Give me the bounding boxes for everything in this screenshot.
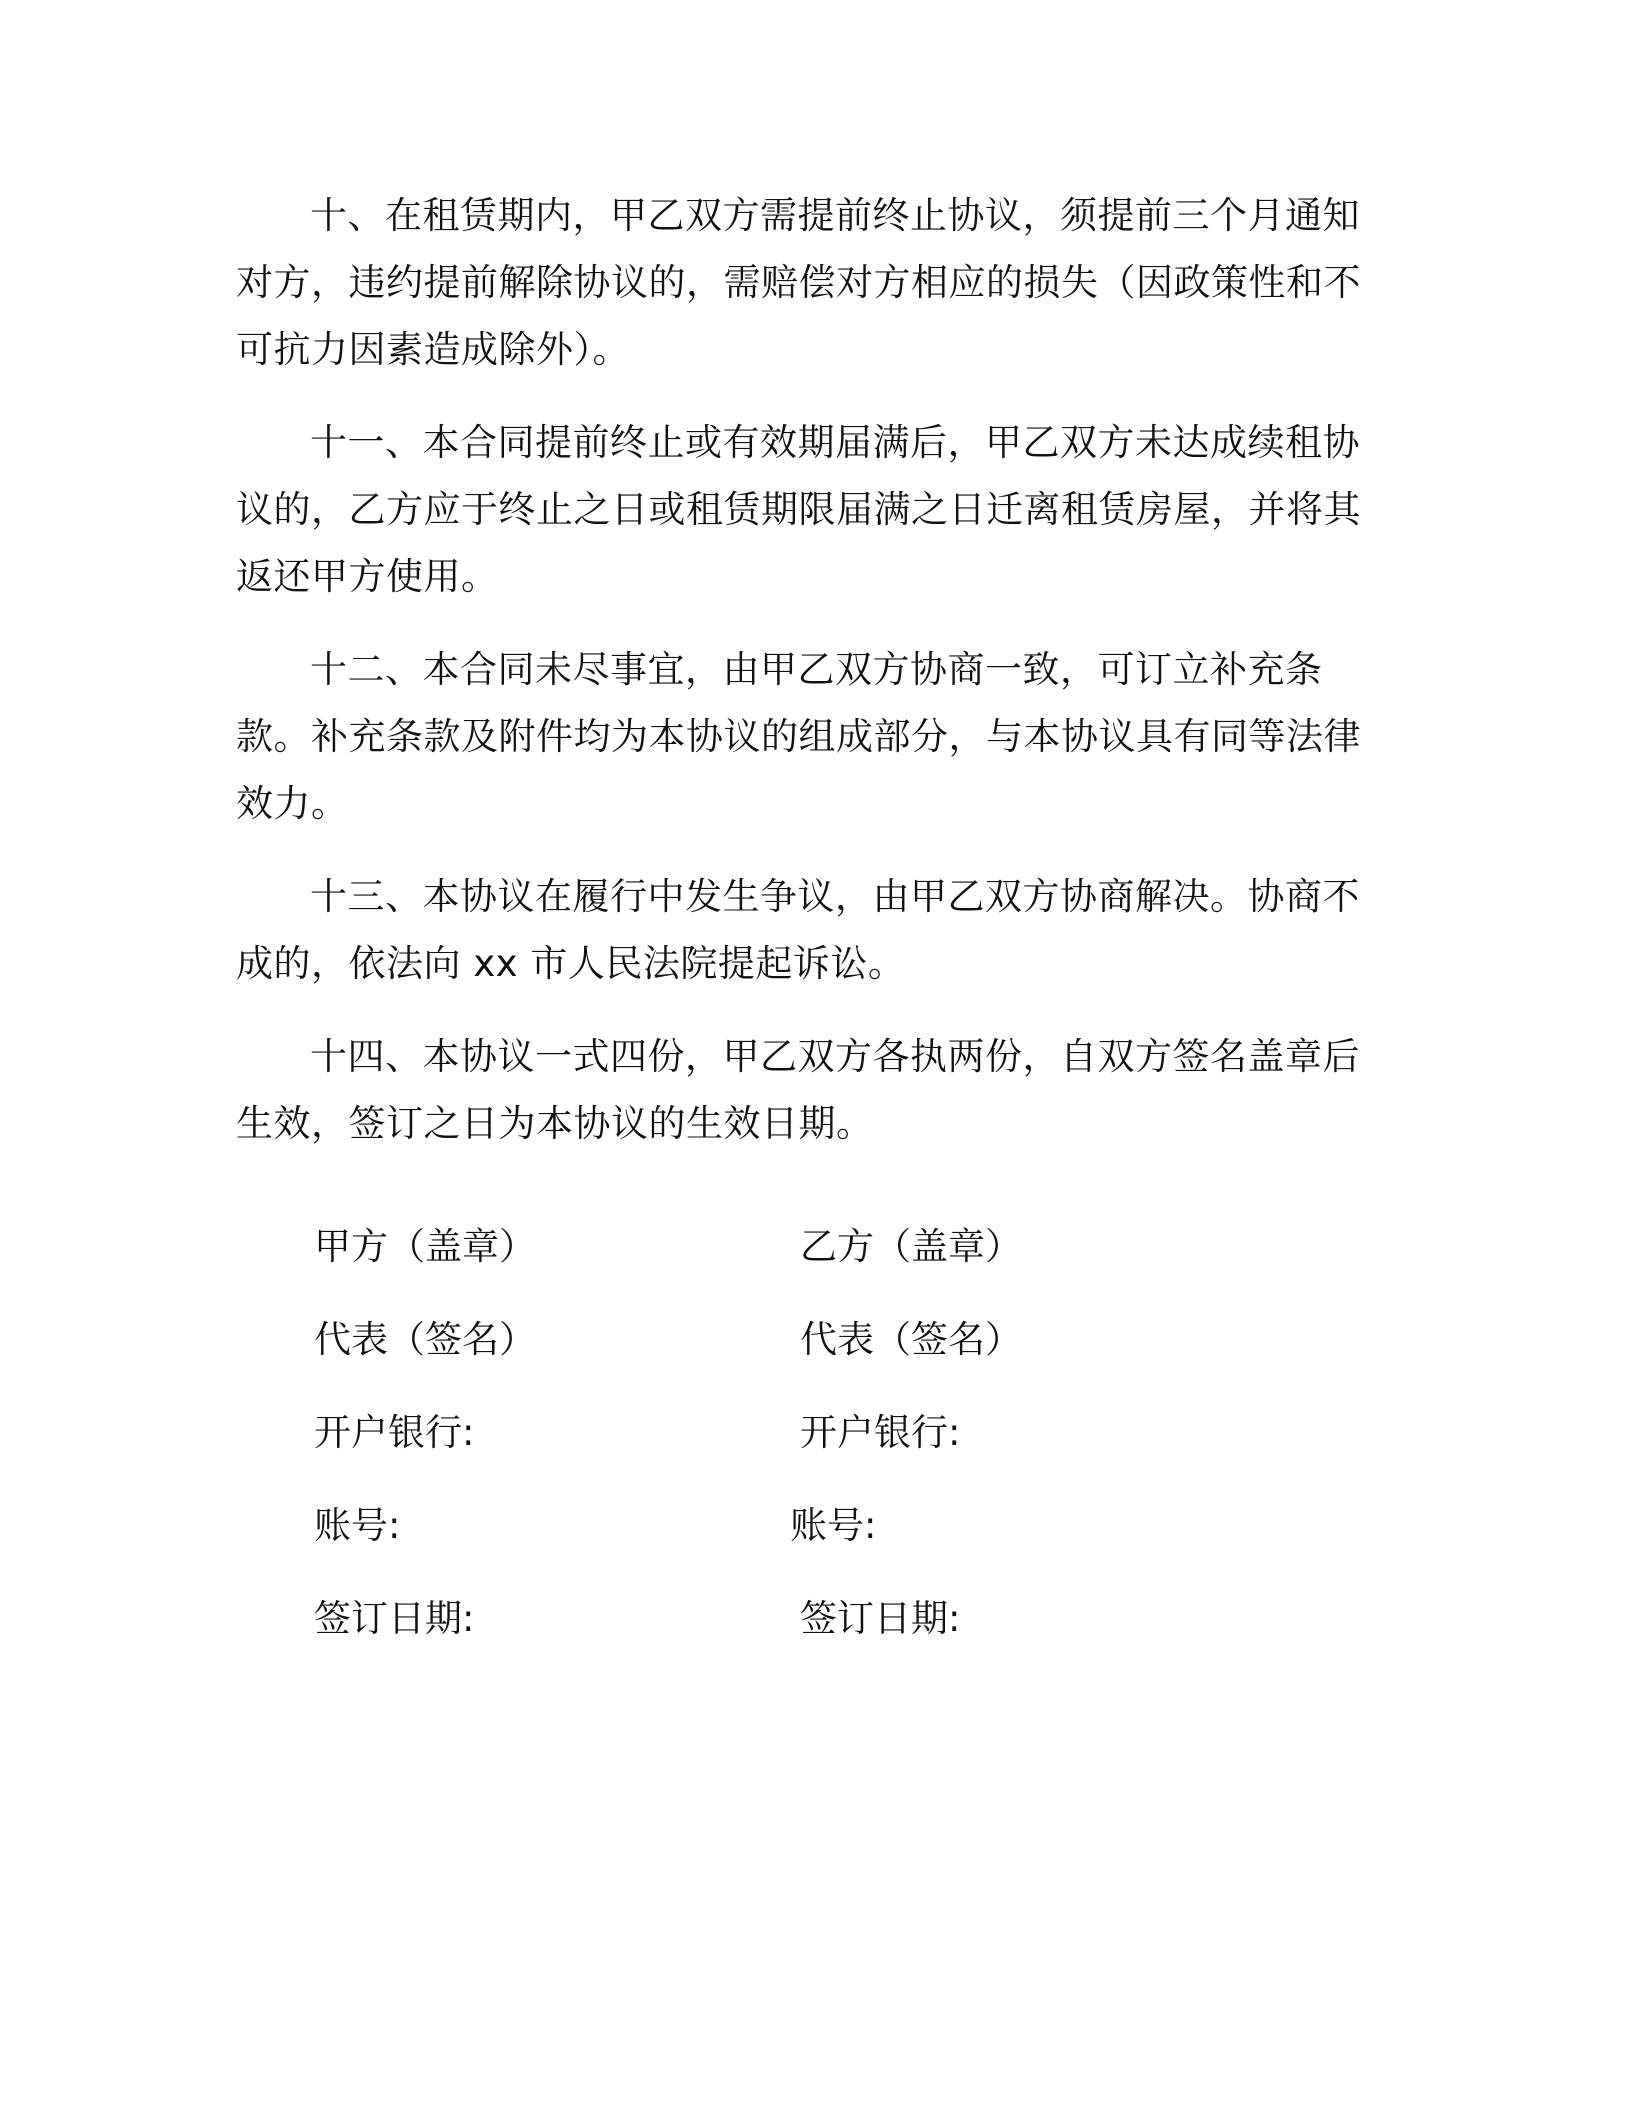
bank-row [314,1398,1314,1491]
party-a-seal-label: 甲方（盖章） [314,1225,536,1268]
representative-row [314,1305,1314,1398]
signature-block [314,1212,1314,1677]
party-b-bank-label: 开户银行: [800,1411,961,1454]
party-a-bank-label: 开户银行: [314,1411,475,1454]
party-b-representative-label: 代表（签名） [800,1318,1022,1361]
clause-14: 十四、本协议一式四份，甲乙双方各执两份，自双方签名盖章后生效，签订之日为本协议的生效日期。 [236,1035,1360,1145]
clause-10: 十、在租赁期内，甲乙双方需提前终止协议，须提前三个月通知对方，违约提前解除协议的，需赔偿对方相应的损失（因政策性和不可抗力因素造成除外）。 [236,194,1361,371]
clause-13: 十三、本协议在履行中发生争议，由甲乙双方协商解决。协商不成的，依法向 xx 市人民法院提起诉讼。 [236,875,1360,985]
account-row [314,1491,1314,1584]
party-a-account-label: 账号: [314,1504,401,1547]
party-a-representative-label: 代表（签名） [314,1318,536,1361]
clause-12: 十二、本合同未尽事宜，由甲乙双方协商一致，可订立补充条款。补充条款及附件均为本协议的组成部分，与本协议具有同等法律效力。 [236,648,1361,825]
contract-clauses [236,182,1380,1183]
clause-11: 十一、本合同提前终止或有效期届满后，甲乙双方未达成续租协议的，乙方应于终止之日或租赁期限届满之日迁离租赁房屋，并将其返还甲方使用。 [236,421,1361,598]
party-b-seal-label: 乙方（盖章） [800,1225,1022,1268]
party-b-account-label: 账号: [790,1504,877,1547]
seal-row [314,1212,1314,1305]
party-b-date-label: 签订日期: [800,1597,961,1640]
party-a-date-label: 签订日期: [314,1597,475,1640]
date-row [314,1584,1314,1677]
